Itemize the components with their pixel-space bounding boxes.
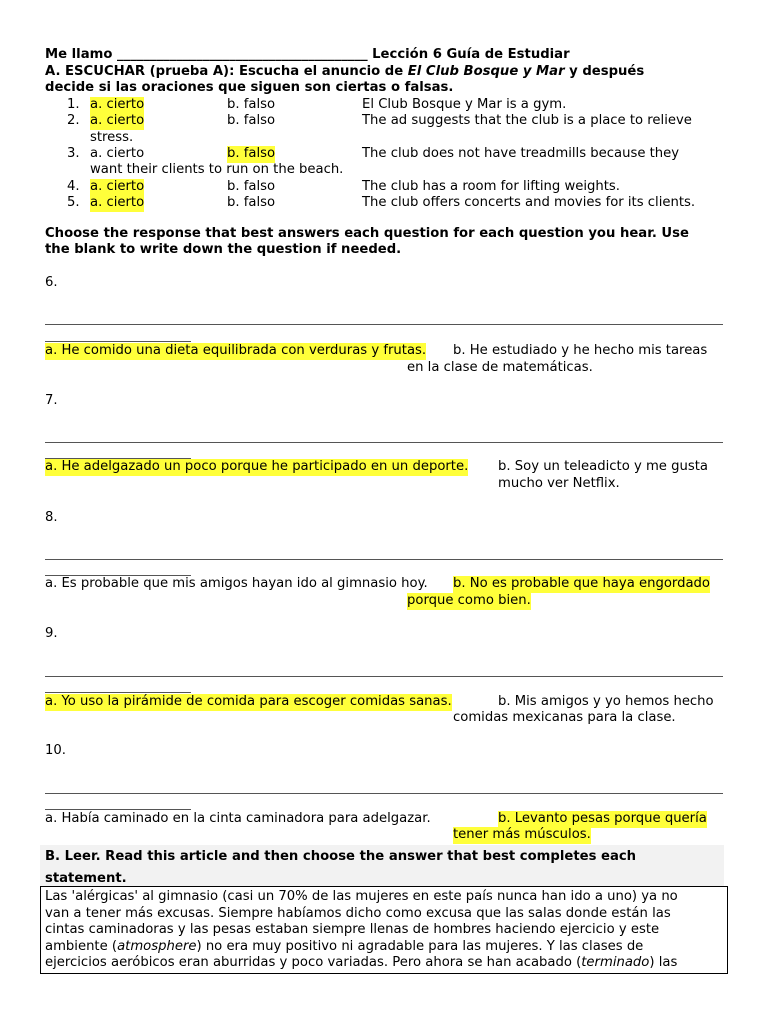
option-b[interactable]: b. falso	[227, 195, 276, 210]
option-b[interactable]: b. He estudiado y he hecho mis tareas	[453, 343, 708, 358]
answer-blank-line[interactable]	[45, 324, 723, 325]
section-b-heading-line2: statement.	[45, 871, 127, 886]
option-a[interactable]: a. Había caminado en la cinta caminadora para adelgazar.	[45, 811, 431, 826]
name-line	[45, 47, 570, 64]
option-a-selected[interactable]: a. cierto	[90, 97, 145, 112]
answer-blank-line[interactable]	[45, 676, 723, 677]
answer-blank-line-short[interactable]	[45, 809, 191, 810]
option-a-selected[interactable]: a. cierto	[90, 113, 145, 128]
option-b-selected[interactable]: b. falso	[227, 146, 276, 161]
option-b[interactable]: b. Soy un teleadicto y me gusta	[498, 459, 708, 474]
article-line: Las 'alérgicas' al gimnasio (casi un 70% de las mujeres en este país nunca han ido a uno) ya no	[45, 889, 678, 904]
item-number: 3.	[67, 146, 80, 161]
instructions-line2: the blank to write down the question if needed.	[45, 242, 402, 257]
answer-blank-line[interactable]	[45, 559, 723, 560]
name-label: Me llamo	[45, 47, 113, 62]
article-line: ambiente (atmosphere) no era muy positivo ni agradable para las mujeres. Y las clases de	[45, 939, 644, 954]
answer-blank-line[interactable]	[45, 442, 723, 443]
option-b-cont-selected: porque como bien.	[407, 593, 531, 608]
question-number: 6.	[45, 275, 58, 290]
name-blank[interactable]: ______________________________________	[117, 47, 368, 62]
option-b-cont: en la clase de matemáticas.	[407, 360, 593, 375]
item-number: 2.	[67, 113, 80, 128]
item-statement: The club offers concerts and movies for its clients.	[362, 195, 696, 210]
section-a-heading-line2: decide si las oraciones que siguen son ciertas o falsas.	[45, 80, 454, 95]
option-a-selected[interactable]: a. He comido una dieta equilibrada con verduras y frutas.	[45, 343, 427, 358]
article-line: van a tener más excusas. Siempre habíamos dicho como excusa que las salas donde están las	[45, 906, 671, 921]
item-statement: El Club Bosque y Mar is a gym.	[362, 97, 567, 112]
option-b-cont: comidas mexicanas para la clase.	[453, 710, 676, 725]
option-a-selected[interactable]: a. Yo uso la pirámide de comida para escoger comidas sanas.	[45, 694, 452, 709]
item-statement: The ad suggests that the club is a place to relieve	[362, 113, 692, 128]
option-b[interactable]: b. falso	[227, 97, 276, 112]
section-b-heading: B. Leer. Read this article and then choose the answer that best completes each	[45, 849, 637, 864]
item-number: 4.	[67, 179, 80, 194]
option-a[interactable]: a. Es probable que mis amigos hayan ido al gimnasio hoy.	[45, 576, 428, 591]
item-statement-cont: stress.	[90, 130, 134, 145]
article-line: ejercicios aeróbicos eran aburridas y poco variadas. Pero ahora se han acabado (terminado) las	[45, 955, 678, 970]
answer-blank-line-short[interactable]	[45, 341, 191, 342]
item-statement-cont: want their clients to run on the beach.	[90, 162, 344, 177]
option-a-selected[interactable]: a. He adelgazado un poco porque he participado en un deporte.	[45, 459, 469, 474]
section-a-heading: A. ESCUCHAR (prueba A): Escucha el anuncio de El Club Bosque y Mar y después	[45, 64, 645, 79]
answer-blank-line-short[interactable]	[45, 692, 191, 693]
item-number: 5.	[67, 195, 80, 210]
question-number: 9.	[45, 626, 58, 641]
option-a-selected[interactable]: a. cierto	[90, 195, 145, 210]
question-number: 7.	[45, 393, 58, 408]
page-title: Lección 6 Guía de Estudiar	[372, 47, 570, 62]
option-b-selected[interactable]: b. Levanto pesas porque quería	[498, 811, 707, 826]
item-statement: The club has a room for lifting weights.	[362, 179, 620, 194]
option-b[interactable]: b. falso	[227, 179, 276, 194]
option-b-selected[interactable]: b. No es probable que haya engordado	[453, 576, 710, 591]
option-b-cont-selected: tener más músculos.	[453, 827, 591, 842]
question-number: 8.	[45, 510, 58, 525]
option-b-cont: mucho ver Netflix.	[498, 476, 620, 491]
answer-blank-line[interactable]	[45, 793, 723, 794]
item-statement: The club does not have treadmills because they	[362, 146, 680, 161]
option-a-selected[interactable]: a. cierto	[90, 179, 145, 194]
option-b[interactable]: b. Mis amigos y yo hemos hecho	[498, 694, 714, 709]
option-b[interactable]: b. falso	[227, 113, 276, 128]
instructions-line1: Choose the response that best answers each question for each question you hear. Use	[45, 226, 689, 241]
option-a[interactable]: a. cierto	[90, 146, 145, 161]
article-line: cintas caminadoras y las pesas estaban siempre llenas de hombres haciendo ejercicio y este	[45, 922, 660, 937]
question-number: 10.	[45, 743, 66, 758]
item-number: 1.	[67, 97, 80, 112]
